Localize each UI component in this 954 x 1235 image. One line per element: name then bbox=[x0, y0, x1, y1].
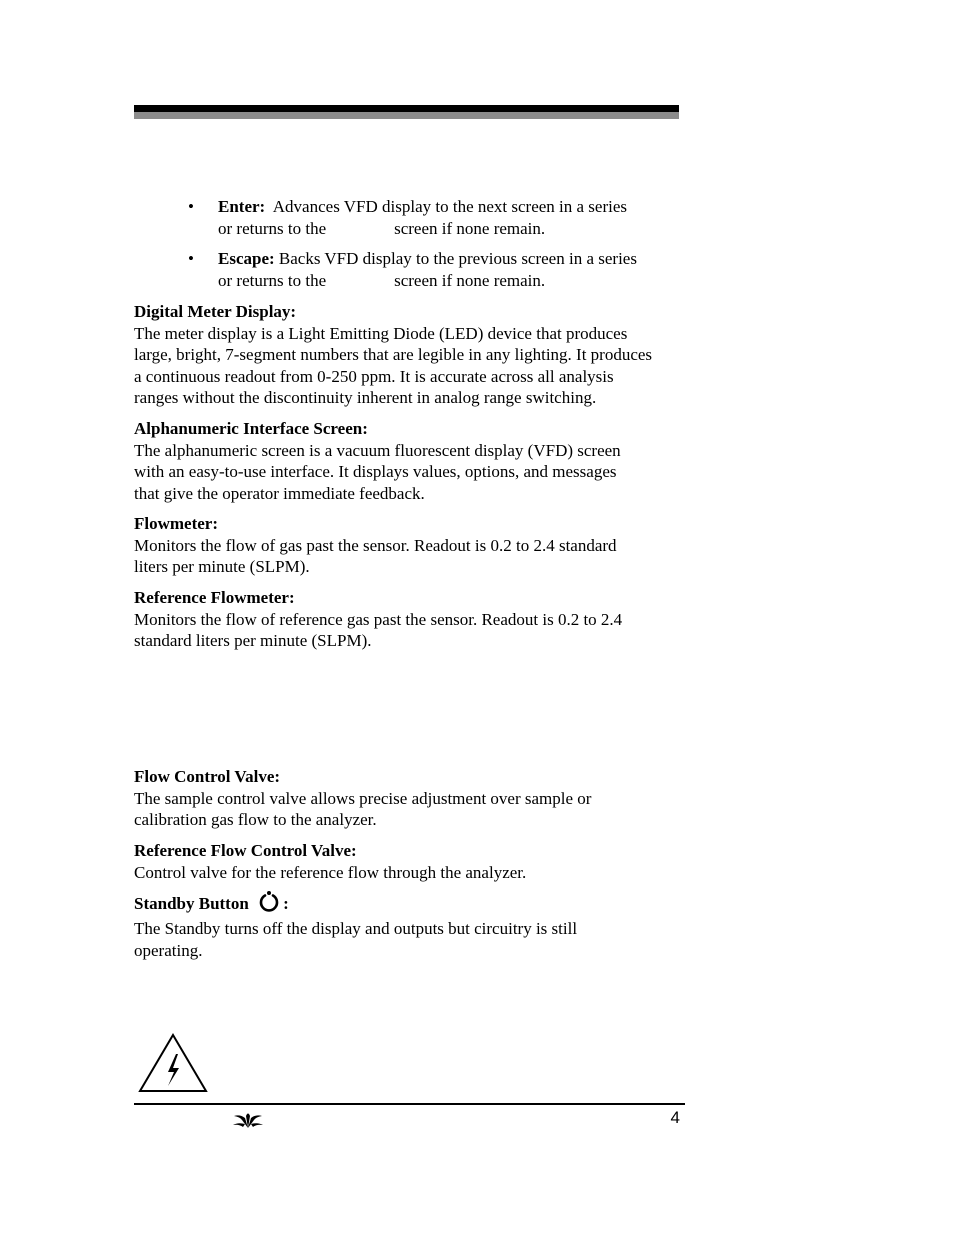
bullet-text: Backs VFD display to the previous screen in a series bbox=[278, 249, 637, 268]
section-line: Monitors the flow of reference gas past the sensor. Readout is 0.2 to 2.4 bbox=[134, 609, 623, 629]
bullet-enter bbox=[188, 196, 708, 239]
section-line: that give the operator immediate feedback. bbox=[134, 483, 425, 503]
standby-heading bbox=[134, 890, 289, 916]
header-rule-black bbox=[134, 105, 679, 112]
section-line: Control valve for the reference flow through the analyzer. bbox=[134, 862, 527, 882]
bullet-text: screen if none remain. bbox=[394, 218, 546, 238]
section-reference-flow-control-valve bbox=[134, 840, 694, 883]
section-line: Monitors the flow of gas past the sensor. Readout is 0.2 to 2.4 standard bbox=[134, 535, 617, 555]
section-line: with an easy-to-use interface. It displays values, options, and messages bbox=[134, 462, 617, 481]
section-line: large, bright, 7-segment numbers that are legible in any lighting. It produces bbox=[134, 345, 653, 364]
section-flowmeter bbox=[134, 513, 694, 578]
bullet-text: Advances VFD display to the next screen in a series bbox=[272, 197, 628, 216]
section-flow-control-valve bbox=[134, 766, 694, 831]
bullet-label: Escape: bbox=[218, 249, 275, 268]
bullet-label: Enter: bbox=[218, 197, 266, 216]
section-line: standard liters per minute (SLPM). bbox=[134, 631, 372, 650]
bullet-dot: • bbox=[188, 249, 194, 268]
bullet-escape bbox=[188, 248, 708, 291]
section-digital-meter bbox=[134, 301, 694, 409]
section-standby bbox=[134, 918, 694, 961]
section-heading: Flowmeter: bbox=[134, 514, 219, 533]
section-line: calibration gas flow to the analyzer. bbox=[134, 810, 377, 829]
footer-rule bbox=[134, 1103, 685, 1105]
high-voltage-warning-icon bbox=[137, 1032, 209, 1094]
section-reference-flowmeter bbox=[134, 587, 694, 652]
section-alphanumeric bbox=[134, 418, 694, 504]
header-rule-grey bbox=[134, 112, 679, 119]
bullet-text: or returns to the bbox=[218, 218, 327, 238]
company-logo-icon bbox=[232, 1110, 264, 1130]
section-heading: Standby Button bbox=[134, 894, 249, 913]
section-line: ranges without the discontinuity inherent in analog range switching. bbox=[134, 388, 597, 407]
bullet-dot: • bbox=[188, 197, 194, 216]
page-number: 4 bbox=[670, 1108, 680, 1127]
section-heading: Flow Control Valve: bbox=[134, 767, 281, 786]
section-line: operating. bbox=[134, 940, 203, 960]
section-line: The Standby turns off the display and outputs but circuitry is still bbox=[134, 919, 578, 938]
section-line: liters per minute (SLPM). bbox=[134, 557, 310, 576]
section-heading: Reference Flowmeter: bbox=[134, 588, 295, 607]
section-line: The meter display is a Light Emitting Diode (LED) device that produces bbox=[134, 323, 628, 343]
bullet-text: screen if none remain. bbox=[394, 270, 546, 290]
bullet-text: or returns to the bbox=[218, 270, 327, 290]
section-line: The sample control valve allows precise adjustment over sample or bbox=[134, 788, 592, 808]
power-standby-icon bbox=[257, 890, 281, 914]
section-heading: Alphanumeric Interface Screen: bbox=[134, 419, 368, 438]
section-heading: Digital Meter Display: bbox=[134, 302, 297, 321]
key-bullet-list bbox=[188, 196, 708, 300]
section-heading: Reference Flow Control Valve: bbox=[134, 841, 357, 860]
section-line: a continuous readout from 0-250 ppm. It is accurate across all analysis bbox=[134, 366, 614, 386]
section-line: The alphanumeric screen is a vacuum fluorescent display (VFD) screen bbox=[134, 440, 621, 460]
section-heading-suffix: : bbox=[283, 894, 289, 913]
